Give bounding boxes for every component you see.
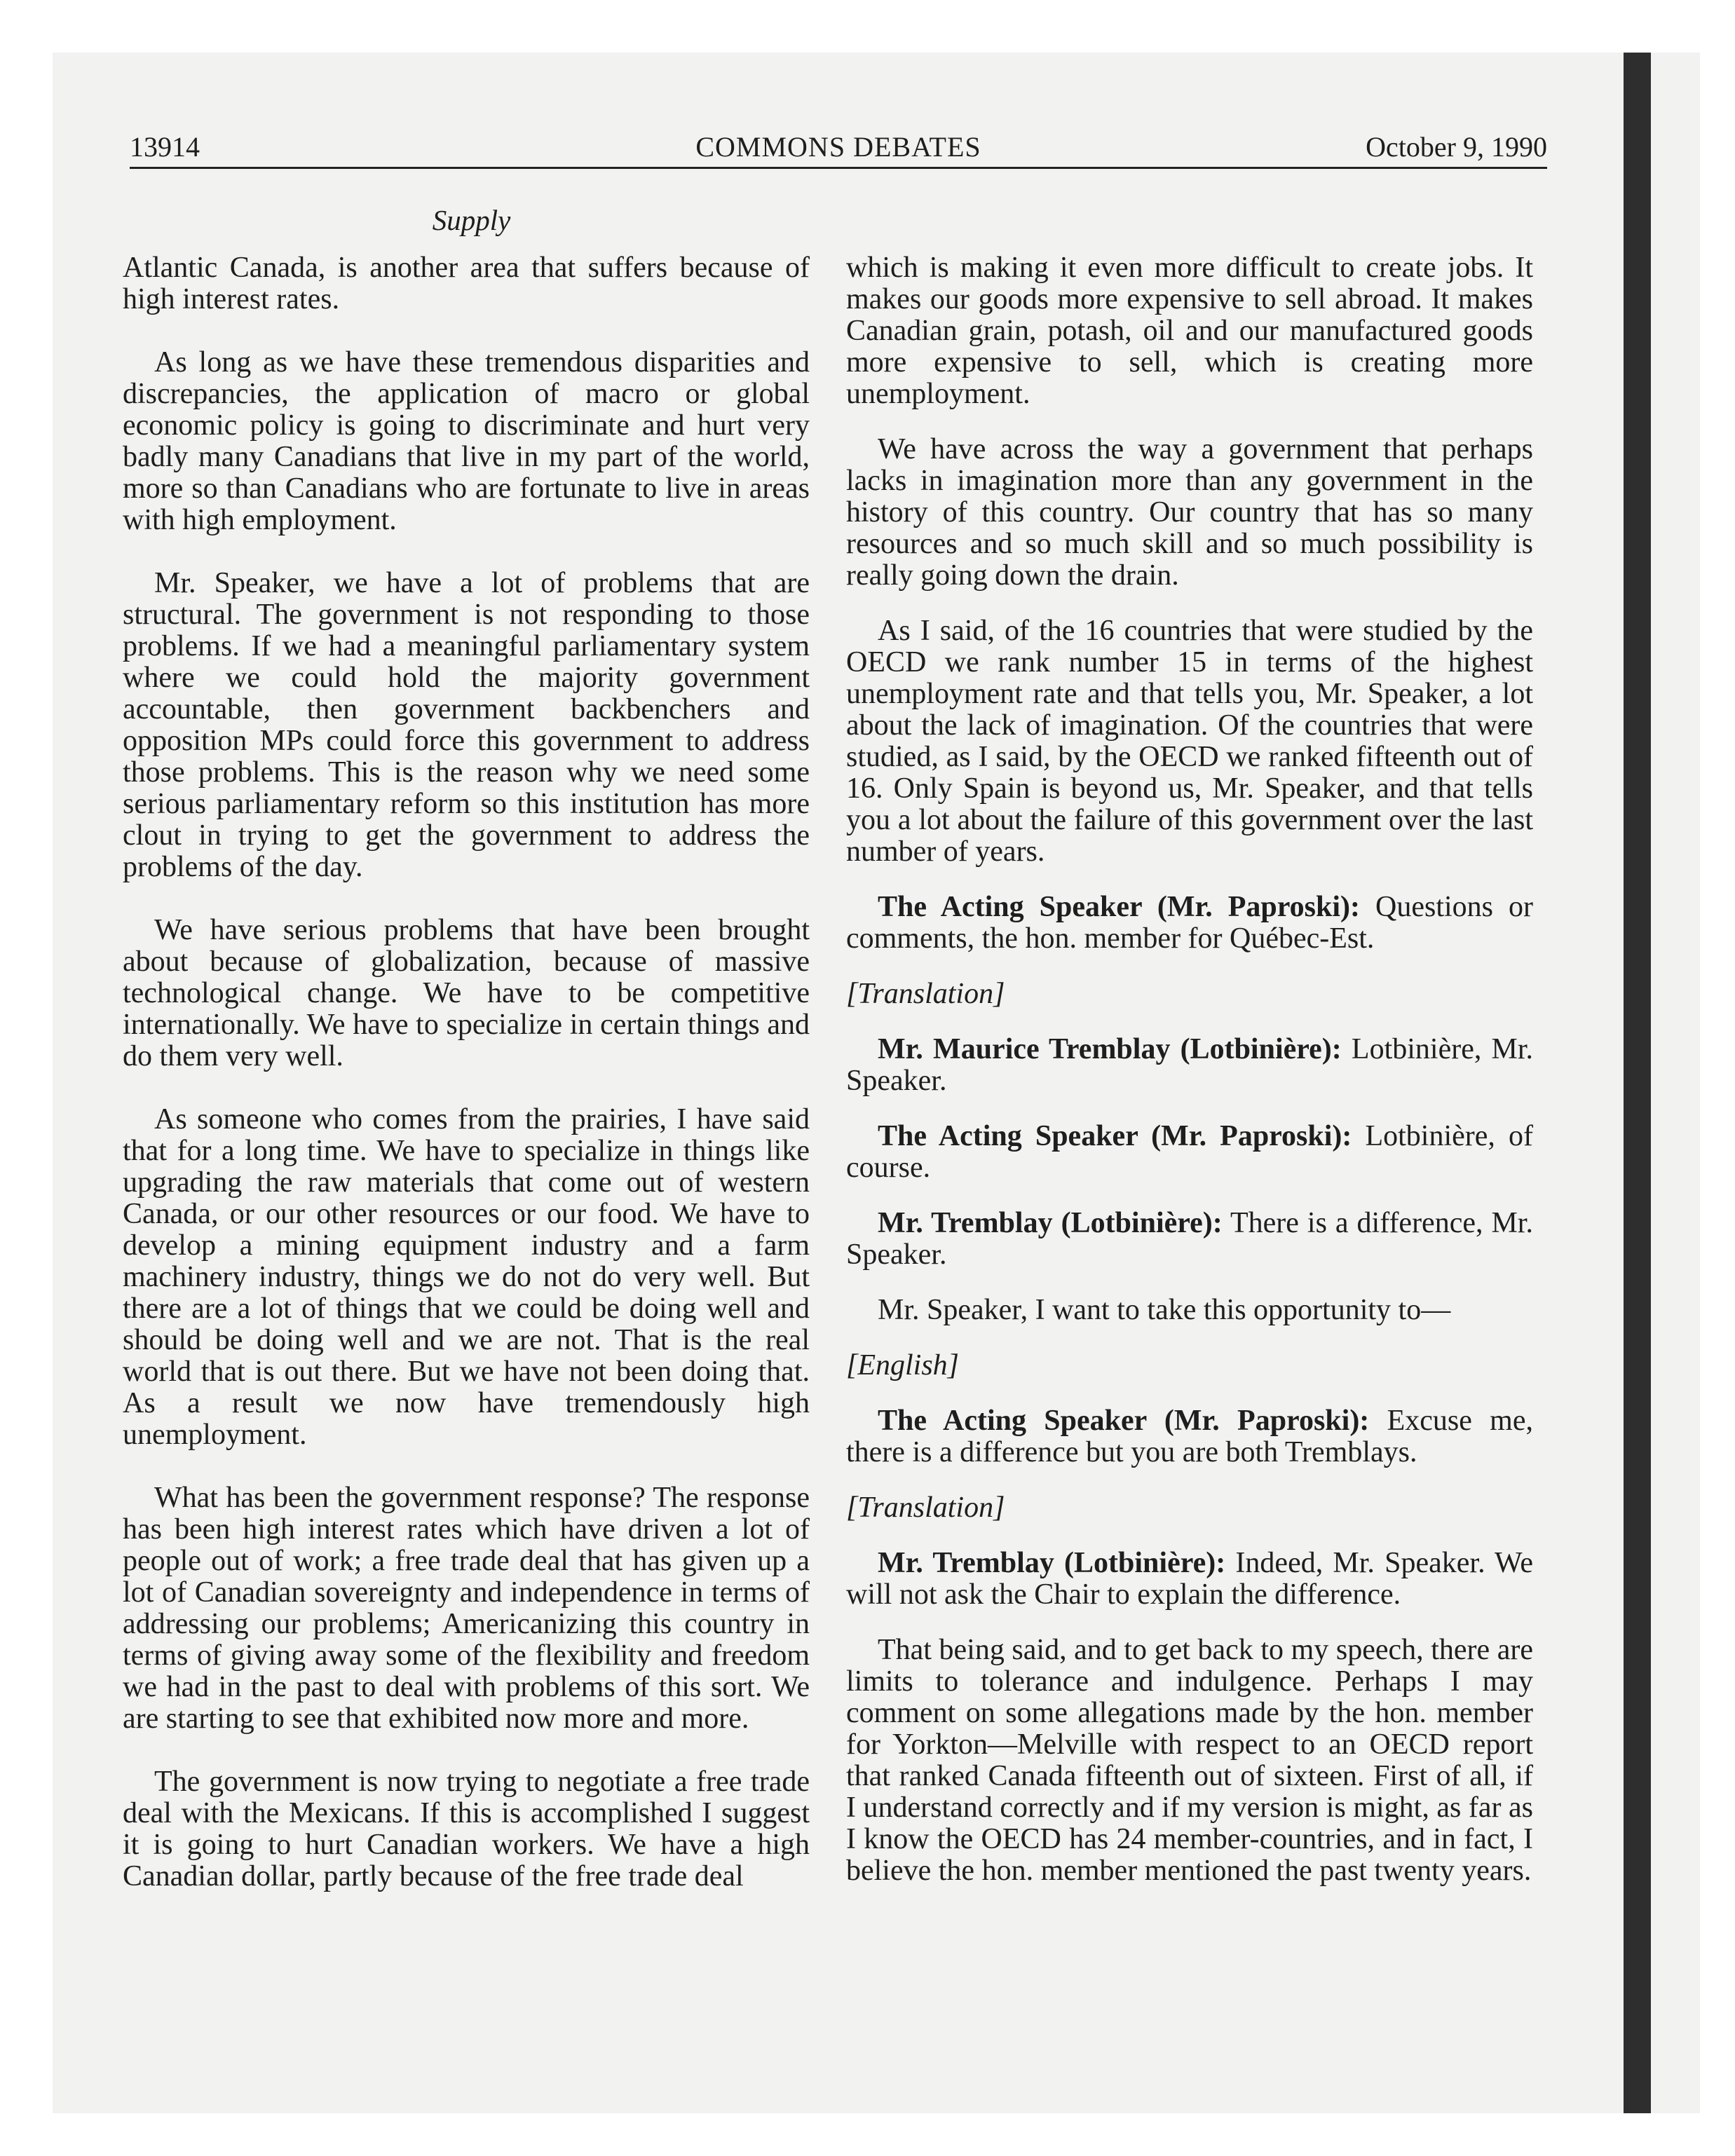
speech-text: Lotbinière, Mr. Speaker.	[846, 1033, 1533, 1097]
paragraph: That being said, and to get back to my speech, there are limits to tolerance and indulgence. Perhaps I may comment on some allegations made by the hon. member for Yorkton—Melville with respect to an OECD report that ranked Canada fifteenth out of sixteen. First of all, if I understand correctly and if my version is might, as far as I know the OECD has 24 member-countries, and in fact, I believe the hon. member mentioned the past twenty years.	[846, 1634, 1533, 1887]
speaker-name: The Acting Speaker (Mr. Paproski):	[878, 891, 1361, 923]
language-tag: [Translation]	[846, 1492, 1005, 1524]
speaker-paragraph	[846, 1121, 1533, 1184]
paragraph: What has been the government response? The response has been high interest rates which have driven a lot of people out of work; a free trade deal that has given up a lot of Canadian sovereignty and independence in terms of addressing our problems; Americanizing this country in terms of giving away some of the flexibility and freedom we had in the past to deal with problems of this sort. We are starting to see that exhibited now more and more.	[123, 1482, 810, 1735]
language-tag: [English]	[846, 1349, 960, 1381]
speaker-paragraph	[846, 1034, 1533, 1097]
speaker-paragraph	[846, 1405, 1533, 1468]
paragraph: Mr. Speaker, we have a lot of problems that are structural. The government is not responding to those problems. If we had a meaningful parliamentary system where we could hold the majority government accountable, then government backbenchers and opposition MPs could force this government to address those problems. This is the reason why we need some serious parliamentary reform so this institution has more clout in trying to get the government to address the problems of the day.	[123, 567, 810, 883]
header-rule	[130, 167, 1547, 169]
speech-text: Excuse me, there is a difference but you are both Tremblays.	[846, 1405, 1533, 1468]
speaker-paragraph	[846, 1548, 1533, 1611]
page-header	[130, 125, 1547, 168]
paragraph: The government is now trying to negotiate a free trade deal with the Mexicans. If this is accomplished I suggest it is going to hurt Canadian workers. We have a high Canadian dollar, partly because of the free trade deal	[123, 1766, 810, 1892]
header-date: October 9, 1990	[1366, 131, 1547, 163]
paragraph: Atlantic Canada, is another area that suffers because of high interest rates.	[123, 252, 810, 315]
paragraph: We have serious problems that have been brought about because of globalization, because of massive technological change. We have to be competitive internationally. We have to specialize in certain things and do them very well.	[123, 914, 810, 1072]
speaker-name: Mr. Maurice Tremblay (Lotbinière):	[878, 1033, 1342, 1065]
speaker-paragraph	[846, 892, 1533, 955]
speaker-name: Mr. Tremblay (Lotbinière):	[878, 1207, 1223, 1239]
speaker-name: The Acting Speaker (Mr. Paproski):	[878, 1120, 1352, 1152]
page-number: 13914	[130, 131, 200, 163]
speech-text: Lotbinière, of course.	[846, 1120, 1533, 1184]
paragraph: which is making it even more difficult to create jobs. It makes our goods more expensive to sell abroad. It makes Canadian grain, potash, oil and our manufactured goods more expensive to sell, which is creating more unemployment.	[846, 252, 1533, 410]
scan-edge-bar	[1624, 53, 1651, 2113]
language-tag: [Translation]	[846, 978, 1005, 1010]
paragraph: As I said, of the 16 countries that were studied by the OECD we rank number 15 in terms of the highest unemployment rate and that tells you, Mr. Speaker, a lot about the lack of imagination. Of the countries that were studied, as I said, by the OECD we ranked fifteenth out of 16. Only Spain is beyond us, Mr. Speaker, and that tells you a lot about the failure of this government over the last number of years.	[846, 615, 1533, 868]
section-title: Supply	[432, 204, 511, 236]
paragraph: We have across the way a government that perhaps lacks in imagination more than any government in the history of this country. Our country that has so many resources and so much skill and so much possibility is really going down the drain.	[846, 433, 1533, 592]
right-column	[846, 252, 1533, 1911]
paragraph: Mr. Speaker, I want to take this opportunity to—	[878, 1294, 1451, 1326]
speaker-paragraph	[846, 1208, 1533, 1271]
left-column	[123, 252, 810, 1924]
speech-text: Questions or comments, the hon. member for Québec-Est.	[846, 891, 1533, 955]
speech-text: There is a difference, Mr. Speaker.	[846, 1207, 1533, 1271]
publication-title: COMMONS DEBATES	[695, 131, 981, 163]
paragraph: As someone who comes from the prairies, I have said that for a long time. We have to specialize in things like upgrading the raw materials that come out of western Canada, or our other resources or our food. We have to develop a mining equipment industry and a farm machinery industry, things we do not do very well. But there are a lot of things that we could be doing well and should be doing well and we are not. That is the real world that is out there. But we have not been doing that. As a result we now have tremendously high unemployment.	[123, 1103, 810, 1451]
speaker-name: The Acting Speaker (Mr. Paproski):	[878, 1405, 1370, 1437]
paragraph: As long as we have these tremendous disparities and discrepancies, the application of macro or global economic policy is going to discriminate and hurt very badly many Canadians that live in my part of the world, more so than Canadians who are fortunate to live in areas with high employment.	[123, 346, 810, 536]
speaker-name: Mr. Tremblay (Lotbinière):	[878, 1547, 1226, 1579]
speech-text: Indeed, Mr. Speaker. We will not ask the Chair to explain the difference.	[846, 1547, 1533, 1611]
